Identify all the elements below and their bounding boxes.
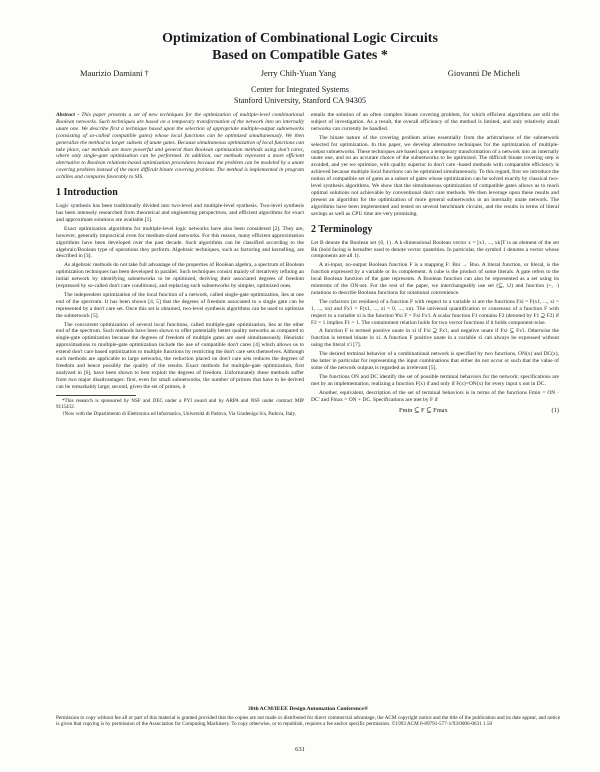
right-column <box>311 112 559 414</box>
paragraph: A function F is termed positive unate in xi if Fxi ⊇ Fx'i, and negative unate if Fxi ⊆ Fx'i. Otherwise the function is termed binate in xi. A function F positive unate in a variable xi can always be expressed without using the literal x'i [7]. <box>311 328 559 349</box>
conference-line: 30th ACM/IEEE Design Automation Conference® <box>248 706 368 712</box>
paragraph: A ni-input, no-output Boolean function F is a mapping F: Bni → Bno. A literal function, or literal, is the function expressed by a variable or its complement. A cube is the product of some literals. A gate refers to the local Boolean function of the gate represents. A Boolean function can also be represented as a set using its minterms of the ON-set. For the rest of the paper, we interchangeably use set (⊆, ∪) and function (+, ·) notations to describe Boolean functions for notational convenience. <box>311 262 559 296</box>
author-list <box>80 68 520 78</box>
affiliation-line-1: Center for Integrated Systems <box>251 85 349 94</box>
footnote: *This research is sponsored by NSF and DEC under a PYI award and by ARPA and NSF under contract MIP 9115432. <box>56 397 304 410</box>
section-heading-introduction: 1 Introduction <box>56 187 118 199</box>
permission-notice: Permission to copy without fee all or part of this material is granted provided that the copies are not made or distributed for direct commercial advantage, the ACM copyright notice and the title of the publication and its date appear, and notice is given that copying is by permission of the Association for Computing Machinery. To copy otherwise, or to republish, requires a fee and/or specific permission. ©1993 ACM 0-89791-577-1/93/0006-0631 1.50 <box>56 715 560 728</box>
page-number: 631 <box>295 746 305 753</box>
equation <box>311 406 559 415</box>
paragraph: Let B denote the Boolean set {0, 1}. A k-dimensional Boolean vector x = [x1, ..., xk]T is an element of the set Bk (bold facing is hereafter used to denote vector quantities. In particular, the symbol 1 denotes a vector whose components are all 1). <box>311 239 559 260</box>
abstract <box>56 112 304 181</box>
paragraph: Another, equivalent, description of the set of terminal behaviors is in terms of the functions Fmin = ON · DC' and Fmax = ON + DC. Specifications are met by F if <box>311 389 559 403</box>
footnote-divider <box>56 395 136 396</box>
paragraph: The concurrent optimization of several local functions, called multiple-gate optimization, lies at the other end of the spectrum. Such methods have been shown to offer potentially better quality networks as compared to single-gate optimization because the degrees of freedom of multiple gates are used simultaneously. Heuristic approximations to multiple-gate optimization include the use of compatible don't cares [4] which allows us to extend don't care based optimization to multiple functions by restricting the don't care sets themselves. Although such methods are applicable to large networks, the reduction placed on don't care sets reduces the degrees of freedom and hence possibly the quality of the results. Exact methods for multiple-gate optimization, first analyzed in [6], have been shown to best exploit the degrees of freedom. Unfortunately these methods suffer from two major disadvantages: first, even for small subnetworks, the number of primes that have to be derived can be remarkably large; second, given the set of primes, it <box>56 321 304 390</box>
section-heading-terminology: 2 Terminology <box>311 223 373 235</box>
paragraph: Logic synthesis has been traditionally divided into two-level and multiple-level synthesis. Two-level synthesis has been intensely researched from theoretical and engineering perspectives, and efficient algorithms for exact and approximate solutions are available [1]. <box>56 203 304 223</box>
paragraph: The functions ON and DC identify the set of possible terminal behaviors for the network: specifications are met by an implementation, realizing a function F(x) if and only if F(x)=ON(x) for every input x not in DC. <box>311 373 559 387</box>
paragraph: The cofactors (or residues) of a function F with respect to a variable xi are the functions Fxi = F(x1, ..., xi = 1, ..., xn) and Fx'i = F(x1, ..., xi = 0, ..., xn). The universal quantification or consensus of a function F with respect to a variable xi is the function ∀xi F = Fxi Fx'i. A scalar function F1 contains F2 (denoted by F1 ⊇ F2) if F2 = 1 implies F1 = 1. The containment relation holds for two vector functions if it holds component-wise. <box>311 298 559 326</box>
title-line-2: Based on Compatible Gates * <box>212 48 388 63</box>
paper-title <box>40 30 560 64</box>
author-name: Jerry Chih-Yuan Yang <box>260 68 337 78</box>
abstract-body: This paper presents a set of new techniques for the optimization of multiple-level combinational Boolean networks. Such techniques are based on a temporary transformation of the network into an internally unate one. We describe first a technique based upon the selection of appropriate multiple-output subnetworks (consisting of so-called compatible gates) whose local functions can be optimized simultaneously. We then generalize the method to larger subsets of unate gates. Because simultaneous optimization of local functions can take place, our methods are more powerful and general than Boolean optimization methods using don't cares, where only single-gate optimization can be performed. In addition, our methods represent a more efficient alternative to Boolean relations-based optimization procedures because the problem can be modeled by a unate covering problem instead of the more difficult binate covering problem. The method is implemented in program achilles and compares favorably to SIS. <box>56 112 305 181</box>
paragraph: The binate nature of the covering problem arises essentially from the arbitrariness of the subnetwork selected for optimization. In this paper, we develop alternative techniques for the optimization of multiple-output subnetworks. These techniques are based upon a temporary transformation of a network into an internally unate one, and on an accurate choice of the subnetworks to be optimized. The difficult binate covering step is avoided, and yet we optimize, with quality superior to don't care -based methods with comparable efficiency is achieved because multiple local functions can be optimized simultaneously. To this regard, first we introduce the notion of compatible set of gates as a subset of gates whose optimization can be solved exactly by classical two-level synthesis algorithms. We show that the simultaneous optimization of compatible gates allows us to reach optimal solutions not achievable by conventional don't care methods. We then leverage upon these results and present an algorithm for the optimization of more general subnetworks in an internally unate network. The algorithms have been implemented and tested on several benchmark circuits, and the results in terms of literal savings as well as CPU time are very promising. <box>311 134 559 217</box>
affiliation-line-2: Stanford University, Stanford CA 94305 <box>233 96 367 105</box>
paragraph: As algebraic methods do not take full advantage of the properties of Boolean algebra, a spectrum of Boolean optimization techniques has been developed in parallel. Such techniques consist mainly of iteratively refining an initial network by identifying subnetworks to be optimized, deriving their associated degrees of freedom (expressed by so-called don't care conditions), and replacing such subnetworks by simpler, optimized ones. <box>56 262 304 290</box>
equation-body: Fmin ⊆ F ⊆ Fmax <box>399 406 448 414</box>
abstract-lead: Abstract - <box>56 112 80 118</box>
paragraph: entails the solution of an often complex binate covering problem, for which efficient algorithms are still the subject of investigation. As a result, the overall efficiency of the method is limited, and only relatively small networks can currently be handled. <box>311 112 559 132</box>
author-name: Giovanni De Micheli <box>447 68 520 78</box>
title-line-1: Optimization of Combinational Logic Circuits <box>162 31 438 46</box>
paragraph: Exact optimization algorithms for multiple-level logic networks have also been considered [2]. They are, however, generally impractical even for medium-sized networks. For this reason, many efficient approximation algorithms have been developed over the past decade. Such algorithms can be classified according to the algebraic/Boolean type of operations they perform. Algebraic techniques, such as factoring and kernelling, are described in [3]. <box>56 225 304 260</box>
left-column <box>56 112 304 419</box>
paragraph: The desired terminal behavior of a combinational network is specified by two functions, ON(x) and DC(x), the latter in particular for representing the input combinations that either do not occur or such that the value of some of the network outputs is regarded as irrelevant [5]. <box>311 351 559 371</box>
equation-number: (1) <box>551 406 559 414</box>
footnote: †Now with the Dipartimento di Elettronica ed Informatica, Università di Padova, Via Gradenigo 6/a, Padova, Italy. <box>62 411 297 418</box>
affiliation <box>40 84 560 106</box>
author-name: Maurizio Damiani † <box>80 68 149 78</box>
paragraph: The independent optimization of the local function of a network, called single-gate optimization, lies at one end of the spectrum. It has been shown [4, 5] that the degrees of freedom associated to a single gate can be represented by a don't care set. Once this set is obtained, two-level synthesis algorithms can be used to optimize the subnetwork [5]. <box>56 291 304 319</box>
